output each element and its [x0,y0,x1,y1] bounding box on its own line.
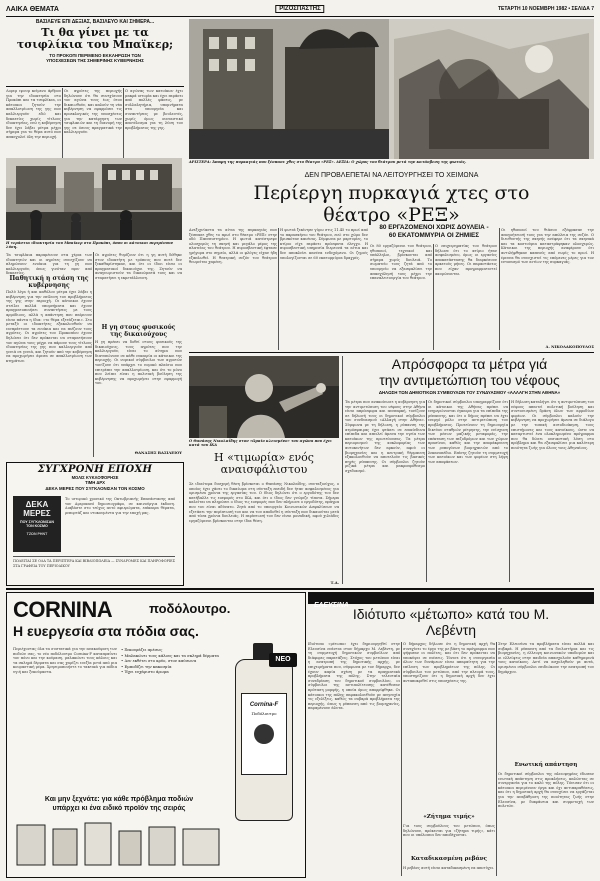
article-text: Λορεμ ιψουμ κείμενο άρθρου για την ιδιοκτησία στο Προκόπι και τα τσιφλίκια, οι κάτοικοι ζητούν την απαλλοτρίωση της γης που καλλιεργούν εδώ και δεκαετίες χωρίς τίτλους ιδιοκτησίας, ενώ η κυβέρνηση δεν έχει λάβει μέτρα μέχρι σήμερα για το θέμα αυτό που απασχολεί όλη την περιοχή. [6,89,61,139]
bullet: • Ξεκουράζει αμέσως [121,647,163,652]
magazine-sub: ΜΟΛΙΣ ΚΥΚΛΟΦΟΡΗΣΕ [71,475,119,480]
elefsina-kicker-bar [308,592,594,609]
bottle-label: Cornina-F [249,702,279,708]
bullet-text: Εμποδίζει την κακοσμία [124,663,172,669]
ad-footer: ΠΩΛΕΙΤΑΙ ΣΕ ΟΛΑ ΤΑ ΠΕΡΙΠΤΕΡΑ ΚΑΙ ΒΙΒΛΙΟΠΩΛΕΙΑ — ΣΥΝΔΡΟΜΕΣ ΚΑΙ ΠΛΗΡΟΦΟΡΙΕΣ ΣΤΑ ΓΡΑΦΕΙΑ ΤΟΥ ΠΕΡΙΟΔΙΚΟΥ [13,556,175,584]
fire-photo-caption: ΑΡΙΣΤΕΡΑ: Άποψη της πυρκαγιάς που ξέσπασε χθες στο θέατρο «ΡΕΞ». ΔΕΞΙΑ: Ο χώρος του θεάτρου μετά την κατάσβεση της φωτιάς. [189,160,467,164]
book-author: ΤΖΩΝ ΡΗΝΤ [26,532,48,536]
headline-line: Απρόσφορα τα μέτρα γιά [391,356,548,372]
ad-text: Το ιστορικό χρονικό της Οκτωβριανής Επανάστασης από τον Αμερικανό δημοσιογράφο, σε καινούργια έκδοση. Διαβάστε στο τεύχος αυτό αφιερώματα, επίκαιρα θέματα, ρεπορτάζ και ντοκουμέντα για την εποχή μας. [65,497,175,515]
deck-line: ΥΠΟΣΧΕΣΕΩΝ ΤΗΣ ΣΗΜΕΡΙΝΗΣ ΚΥΒΕΡΝΗΣΗΣ [46,58,144,63]
cornina-brand: CORNINA [13,597,113,622]
deck-line: ΤΟ ΠΡΟΚΟΠΙ ΠΕΡΙΜΕΝΟ ΕΚΚΛΗΡΩΣΗ ΤΩΝ [49,53,141,58]
cornina-bullets [121,647,219,787]
subheading: Η γη στους φυσικούς της δικαιούχους [101,324,176,338]
photo-caption: Ο Θανάσης Νικολαΐδης στον «Ωραίο κλεισμένο» του αγώνα που έχει κατά του ΙΚΑ [189,439,332,448]
subheading: Ενωτική απάντηση [514,762,578,768]
subheading: Καταδικασμένη ρεβάνς [410,856,488,862]
article-text: Οι δημοτικοί σύμβουλοι της πλειοψηφίας έδωσαν ενωτική απάντηση στις προκλήσεις, καλώντας σε συνεργασία για το καλό της πόλης. Τόνισαν ότι οι κάτοικοι περιμένουν έργα και όχι αντιπαραθέσεις, και ότι η δημοτική αρχή θα συνεχίσει να εργάζεται για την αναβάθμιση της ποιότητας ζωής στην Ελευσίνα, με διαφάνεια και συμμετοχή των πολιτών. [498,772,594,809]
bullet: • Μαλακώνει τους κάλους και τα σκληρά δέρματα [121,652,219,658]
article-text: Ο δήμαρχος δήλωσε ότι η δημοτική αρχή θα συνεχίσει το έργο της με βάση το πρόγραμμα που ψήφισαν οι πολίτες, και ότι δεν πρόκειται να υποκύψει σε πιέσεις. Τόνισε ότι η συνεργασία όλων των δυνάμεων είναι απαραίτητη για την επίλυση των προβλημάτων της πόλης. Οι σύμβουλοι του μετώπου, από την πλευρά τους, υποστηρίζουν ότι η δημοτική αρχή δεν έχει ανταποκριθεί στις υποσχέσεις της. [403,642,495,683]
subheading: «Ζήτημα τιμής» [423,814,475,820]
article-text: Σε ιδιαίτερα δυσχερή θέση βρίσκεται ο Θανάσης Νικολαΐδης, συνταξιούχος, ο οποίος έχει χάσει το δικαίωμα στη σύνταξη επειδή δεν ήταν ασφαλισμένος για ορισμένα χρόνια της εργασίας του. Ο ίδιος δηλώνει ότι ο εργοδότης του δεν κατέβαλλε τις εισφορές στο ΙΚΑ, και ότι ο ίδιος δεν γνώριζε τίποτα. Σήμερα καλείται να πληρώσει ο ίδιος τις εισφορές που δεν πλήρωσε ο εργοδότης, πράγμα που του είναι αδύνατο. Ζητά από το υπουργείο Κοινωνικών Ασφαλίσεων να εξετάσει την περίπτωσή του και να του αποδοθεί η σύνταξη που δικαιούται μετά από τόσα χρόνια δουλειάς. Η περίπτωσή του δεν είναι μοναδική, αφού χιλιάδες εργαζόμενοι βρίσκονται στην ίδια θέση. [189,482,340,523]
book-title-line: ΔΕΚΑ [25,500,49,509]
article-text: Η γη πρέπει να δοθεί στους φυσικούς της δικαιούχους, τους αγρότες που την καλλιεργούν, είναι το αίτημα που διατυπώνουν σε κάθε ευκαιρία οι κάτοικοι της περιοχής. Οι νομικοί σύμβουλοι των αγροτών τονίζουν ότι υπάρχει το νομικό πλαίσιο που επιτρέπει την απαλλοτρίωση, και ότι το μόνο που λείπει είναι η πολιτική βούληση της κυβέρνησης να προχωρήσει στην εφαρμογή του. [95,340,182,386]
article-text: Ο αγώνας των κατοίκων έχει μακρά ιστορία και έχει περάσει από πολλές φάσεις, με συλλαλητήρια, υπομνήματα στα υπουργεία και συναντήσεις με βουλευτές, χωρίς όμως ουσιαστικό αποτέλεσμα για τη λύση του προβλήματος της γης. [125,89,183,130]
article-text: Οι 80 εργαζόμενοι του θεάτρου, ηθοποιοί, τεχνικοί και υπάλληλοι, βρίσκονται από σήμερα χωρίς δουλειά. Το σωματείο τους ζητά από το υπουργείο να εξασφαλίσει την απασχόλησή τους μέχρι την επαναλειτουργία του θεάτρου. [370,244,432,281]
punishment-headline [189,452,339,476]
smog-deck: ΔΗΛΩΣΗ ΤΩΝ ΔΗΜΟΤΙΚΩΝ ΣΥΜΒΟΥΛΩΝ ΤΟΥ ΣΥΝΔΥΑΣΜΟΥ «ΑΛΛΑΓΗ ΣΤΗΝ ΑΘΗΝΑ» [378,390,561,395]
headline-line: Ιδιότυπο «μέτωπο» κατά του Μ. [352,606,550,622]
article-text: Ανεξιχνίαστα τα αίτια της πυρκαγιάς που ξέσπασε χθες το πρωί στο θέατρο «ΡΕΞ» στην οδό Πανεπιστημίου. Η φωτιά κατέστρεψε ολοσχερώς τη σκηνή και μεγάλο μέρος της πλατείας του θεάτρου. Η πυροσβεστική έφτασε γρήγορα στο σημείο, αλλά οι φλόγες είχαν ήδη εξαπλωθεί. Η θεατρική σεζόν του θεάτρου θεωρείται χαμένη. [189,228,277,265]
tagline-line: Και μην ξεχνάτε: για κάθε πρόβλημα ποδιών [44,796,194,803]
baiker-article-head [6,19,184,85]
article-text: Για τους συμβούλους του μετώπου, όπως δηλώνουν, πρόκειται για «ζήτημα τιμής», κάτι που οι υπόλοιποι δεν αποδέχονται. [403,824,495,838]
book-title-line: ΜΕΡΕΣ [23,509,51,518]
new-badge: ΝΕΟ [269,653,297,667]
elefsina-kicker: ΕΛΕΥΣΙΝΑ [314,602,349,609]
fire-headline [189,182,594,226]
byline: ΘΑΝΑΣΗΣ ΒΑΣΙΛΕΙΟΥ [134,450,182,455]
deck-line: 60 ΕΚΑΤΟΜΜΥΡΙΑ ΟΙ ΖΗΜΙΕΣ [388,232,480,239]
bullet-text: Δεν εκθέτει στο κρύο, στον καύσωνα [124,658,197,664]
fire-kicker: ΔΕΝ ΠΡΟΒΛΕΠΕΤΑΙ ΝΑ ΛΕΙΤΟΥΡΓΗΣΕΙ ΤΟ ΧΕΙΜΩΝΑ [304,172,479,179]
byline: Τ.Α. [330,580,339,585]
bullet-text: Έχει ευχάριστο άρωμα [124,669,169,675]
issue-date: ΤΕΤΑΡΤΗ 10 ΝΟΕΜΒΡΗ 1982 • ΣΕΛΙΔΑ 7 [497,6,594,12]
book-title-line: ΤΟΝ ΚΟΣΜΟ [26,524,48,528]
magazine-title: ΣΥΓΧΡΟΝΗ ΕΠΟΧΗ [37,464,153,475]
worker-photo [189,356,339,438]
article-text: Οι ηθοποιοί του θιάσου εξέφρασαν την απογοήτευσή τους για την απώλεια της σεζόν. Ο διευθυντής της σκηνής ανέφερε ότι τα σκηνικά και τα κοστούμια καταστράφηκαν ολοσχερώς. Κάτοικοι της περιοχής αναφέρουν ότι αντιλήφθηκαν καπνούς από νωρίς το πρωί. Η έρευνα θα συνεχιστεί τις επόμενες μέρες για τον εντοπισμό των αιτίων της πυρκαγιάς. [501,228,594,265]
article-text: Οι δημοτικοί σύμβουλοι υπογραμμίζουν ότι οι κάτοικοι της Αθήνας πρέπει να ενημερώνονται έγκαιρα για τα επίπεδα της ρύπανσης, και ότι ο δήμος πρέπει να έχει ενεργό ρόλο στην αντιμετώπιση του προβλήματος. Προτείνουν τη δημιουργία δικτύου σταθμών μέτρησης, την ενίσχυση των μέσων μαζικής μεταφοράς, την επέκταση των πεζοδρόμων και των χώρων πρασίνου, καθώς και την απομάκρυνση των ρυπογόνων βιομηχανιών από το λεκανοπέδιο. Επίσης ζητούν τη συμμετοχή των κατοίκων και των φορέων στη λήψη των αποφάσεων. [428,400,508,464]
article-text: Η ρεβάνς αυτή είναι καταδικασμένη να αποτύχει. [403,866,495,870]
bullet: • Εμποδίζει την κακοσμία [121,663,172,669]
ad-text: Περιέχοντας όλα τα συστατικά για την ανακούφιση των ποδιών σας, το νέο ποδόλουτρο Cornina-F καταπραΰνει τον πόνο και την κούραση, μαλακώνει τους κάλους και τα σκληρά δέρματα και σας χαρίζει ευεξία μετά από μια κουραστική μέρα. Χρησιμοποιήστε το τακτικά για πόδια υγιή και ξεκούραστα. [13,647,117,674]
cornina-tagline [13,795,225,813]
cornina-ad [6,592,306,878]
bullet: • Έχει ευχάριστο άρωμα [121,669,169,675]
cornina-headline2: Η ευεργεσία στα πόδια σας. [13,623,199,639]
headline-line: Λεβέντη [425,622,477,638]
bullet-text: Ξεκουράζει αμέσως [124,647,163,652]
baiker-estate-photo [6,158,182,240]
article-text: Ιδιότυπο «μέτωπο» έχει δημιουργηθεί στην Ελευσίνα ενάντια στον δήμαρχο Μ. Λεβέντη, με τη συμμετοχή δημοτικών συμβούλων από διάφορες παρατάξεις. Στόχος του μετώπου είναι η ανατροπή της δημοτικής αρχής, με επιχειρήματα που, σύμφωνα με τον δήμαρχο, δεν έχουν καμία σχέση με τα πραγματικά προβλήματα της πόλης. Στην τελευταία συνεδρίαση του δημοτικού συμβουλίου, οι σύμβουλοι της αντιπολίτευσης κατέθεσαν πρόταση μομφής, η οποία όμως απορρίφθηκε. Οι κάτοικοι της πόλης παρακολουθούν με ανησυχία τις εξελίξεις, καθώς τα σοβαρά προβλήματα της περιοχής, όπως η ρύπανση από τις βιομηχανίες, παραμένουν άλυτα. [308,642,400,711]
bullet-text: Μαλακώνει τους κάλους και τα σκληρά δέρματα [124,652,219,658]
cornina-products [13,819,225,871]
book-title-line: ΠΟΥ ΣΥΓΚΛΟΝΙΣΑΝ [19,520,55,524]
section-name: ΛΑΙΚΑ ΘΕΜΑΤΑ [6,6,59,13]
tagline-line: υπάρχει κι ένα ειδικό προϊόν της σειράς [52,805,186,812]
fire-deck [370,224,498,240]
paper-name: ΡΙΖΟΣΠΑΣΤΗΣ [275,5,324,13]
article-text: Η φωτιά ξεκίνησε γύρω στις 11.45 το πρωί από το παρασκήνιο του θεάτρου, ενώ στο χώρο δεν βρισκόταν κανένας. Σύμφωνα με μαρτυρίες, το κτίριο είχε περάσει πρόσφατα έλεγχο. Η πυροσβεστική υπηρεσία διερευνά τα αίτια και δεν αποκλείει κανένα ενδεχόμενο. Οι ζημιές υπολογίζονται σε 60 εκατομμύρια δραχμές. [280,228,368,260]
bullet: • Δεν εκθέτει στο κρύο, στον καύσωνα [121,658,197,664]
cornina-headline: ποδόλουτρο. [149,601,231,616]
magazine-ad [6,462,184,586]
headline [6,27,184,51]
cornina-bottle [229,643,297,823]
article-text: Τα τσιφλίκια παραμένουν στα χέρια των ιδιοκτητών και οι αγρότες συνεχίζουν να πληρώνουν ενοίκια για τη γη που καλλιεργούν, όπως γινόταν πριν από δεκαετίες. [6,253,92,276]
smog-headline [345,356,594,388]
article-text: Πολύ λίγα ή και καθόλου μέτρα έχει λάβει η κυβέρνηση για την επίλυση του προβλήματος της γης στην περιοχή. Οι κάτοικοι έχουν στείλει πολλά υπομνήματα και έχουν πραγματοποιήσει συναντήσεις με τους αρμόδιους, αλλά η απάντηση που παίρνουν είναι πάντα η ίδια: «το θέμα εξετάζεται». Στο μεταξύ οι ιδιοκτήτες εξακολουθούν να εισπράττουν τα ενοίκια και να πιέζουν τους αγρότες. Οι αγρότες του Προκοπίου έχουν δηλώσει ότι δεν πρόκειται να σταματήσουν τον αγώνα τους μέχρι να πάρουν τους τίτλους ιδιοκτησίας της γης που καλλιεργούν από γενιά σε γενιά, και ζητούν από την κυβέρνηση να προχωρήσει άμεσα σε απαλλοτρίωση των κτημάτων. [6,290,92,363]
article-text: Τα μέτρα που ανακοίνωσε η κυβέρνηση για την αντιμετώπιση του νέφους στην Αθήνα είναι απρόσφορα και ανεπαρκή, τονίζουν σε δήλωσή τους οι δημοτικοί σύμβουλοι του συνδυασμού «Αλλαγή στην Αθήνα». Σύμφωνα με τη δήλωση, η ρύπανση της ατμόσφαιρας έχει φτάσει σε επικίνδυνα επίπεδα και απειλεί άμεσα την υγεία των κατοίκων της πρωτεύουσας. Τα μέτρα περιορισμού της κυκλοφορίας των αυτοκινήτων δεν αρκούν, αφού οι βιομηχανίες και η κεντρική θέρμανση εξακολουθούν να αποτελούν τις βασικές πηγές ρύπανσης. Οι σύμβουλοι ζητούν ριζικά μέτρα και μακροπρόθεσμο σχεδιασμό. [345,400,425,473]
article-text: Η δήλωση καταλήγει ότι η αντιμετώπιση του νέφους απαιτεί πολιτική βούληση και συντονισμένη δράση όλων των αρμοδίων φορέων. Οι σύμβουλοι καλούν την κυβέρνηση να προχωρήσει άμεσα σε διάλογο με την τοπική αυτοδιοίκηση, τους επιστήμονες και τους κατοίκους, ώστε να καταρτιστεί ένα ολοκληρωμένο πρόγραμμα που θα δώσει ουσιαστική λύση στο πρόβλημα και θα εξασφαλίσει μια καλύτερη ποιότητα ζωής για όλους τους Αθηναίους. [511,400,594,450]
headline-line: θέατρο «ΡΕΞ» [323,204,460,226]
headline-line: αναισφάλιστου [220,463,308,476]
subheading: Παθητική η στάση της κυβέρνησης [9,275,89,289]
bottle-sub: Ποδόλουτρο [251,711,277,716]
fire-photo [189,19,594,159]
page-header [6,4,594,17]
article-text: Οι αγρότες της περιοχής δηλώνουν ότι θα συνεχίσουν τον αγώνα τους έως ότου δικαιωθούν, και καλούν τη νέα κυβέρνηση να εφαρμόσει τις προεκλογικές της υποσχέσεις για την κατάργηση των τσιφλικιών και τη διανομή της γης σε όσους πραγματικά την καλλιεργούν. [64,89,122,135]
headline-line: την αντιμετώπιση του νέφους [379,372,560,388]
magazine-book-line: ΔΕΚΑ ΜΕΡΕΣ ΠΟΥ ΣΥΓΚΛΟΝΙΣΑΝ ΤΟΝ ΚΟΣΜΟ [45,486,145,491]
kicker: ΒΑΣΙΛΕΥΕ ΕΠΙ ΔΕΞΙΑΣ, ΒΑΣΙΛΕΥΟ ΚΑΙ ΣΗΜΕΡΑ... [35,19,155,25]
article-text: Οι αγρότες θυμίζουν ότι η γη αυτή δόθηκε στον ιδιοκτήτη με τρόπους που ποτέ δεν ξεκαθαρίστηκαν, και ότι οι ίδιοι είναι οι πραγματικοί δικαιούχοι της. Ζητούν να αναγνωριστούν τα δικαιώματά τους και να σταματήσει η εκμετάλλευση. [95,253,182,280]
byline: Δ. ΝΙΚΟΛΑΚΟΠΟΥΛΟΣ [545,344,594,349]
deck-line: 80 ΕΡΓΑΖΟΜΕΝΟΙ ΧΩΡΙΣ ΔΟΥΛΕΙΑ - [379,224,489,231]
headline-line: Η «τιμωρία» ενός [214,451,314,464]
elefsina-headline [308,606,594,638]
photo-caption: Η τεράστια ιδιοκτησία του Μπαϊκερ στο Προκόπι, όπου οι κάτοικοι περιμένουν λύση. [6,241,173,250]
article-text: Ο επιχειρηματίας του θεάτρου δήλωσε ότι το κτίριο ήταν ασφαλισμένο, όμως οι εργασίες αποκατάστασης θα διαρκέσουν αρκετούς μήνες. Οι παραστάσεις που είχαν προγραμματιστεί ακυρώνονται. [435,244,497,276]
magazine-price: ΤΙΜΗ ΔΡΧ [85,480,105,485]
headline-line: Περίεργη πυρκαγιά χτες στο [253,182,530,204]
headline-line: τσιφλίκια του Μπαϊκερ; [16,38,174,51]
article-text: Στην Ελευσίνα τα προβλήματα είναι πολλά και σοβαρά. Η ρύπανση από τα διυλιστήρια και τις βιομηχανίες, η έλλειψη κοινωνικών υποδομών και οι ελλείψεις στην παιδεία απασχολούν καθημερινά τους κατοίκους. Αντί να ασχοληθούν με αυτά, ορισμένοι σύμβουλοι επιδιώκουν την ανατροπή του δημάρχου. [498,642,594,674]
book-cover [13,496,61,552]
headline-line: Τι θα γίνει με τα [41,26,149,39]
